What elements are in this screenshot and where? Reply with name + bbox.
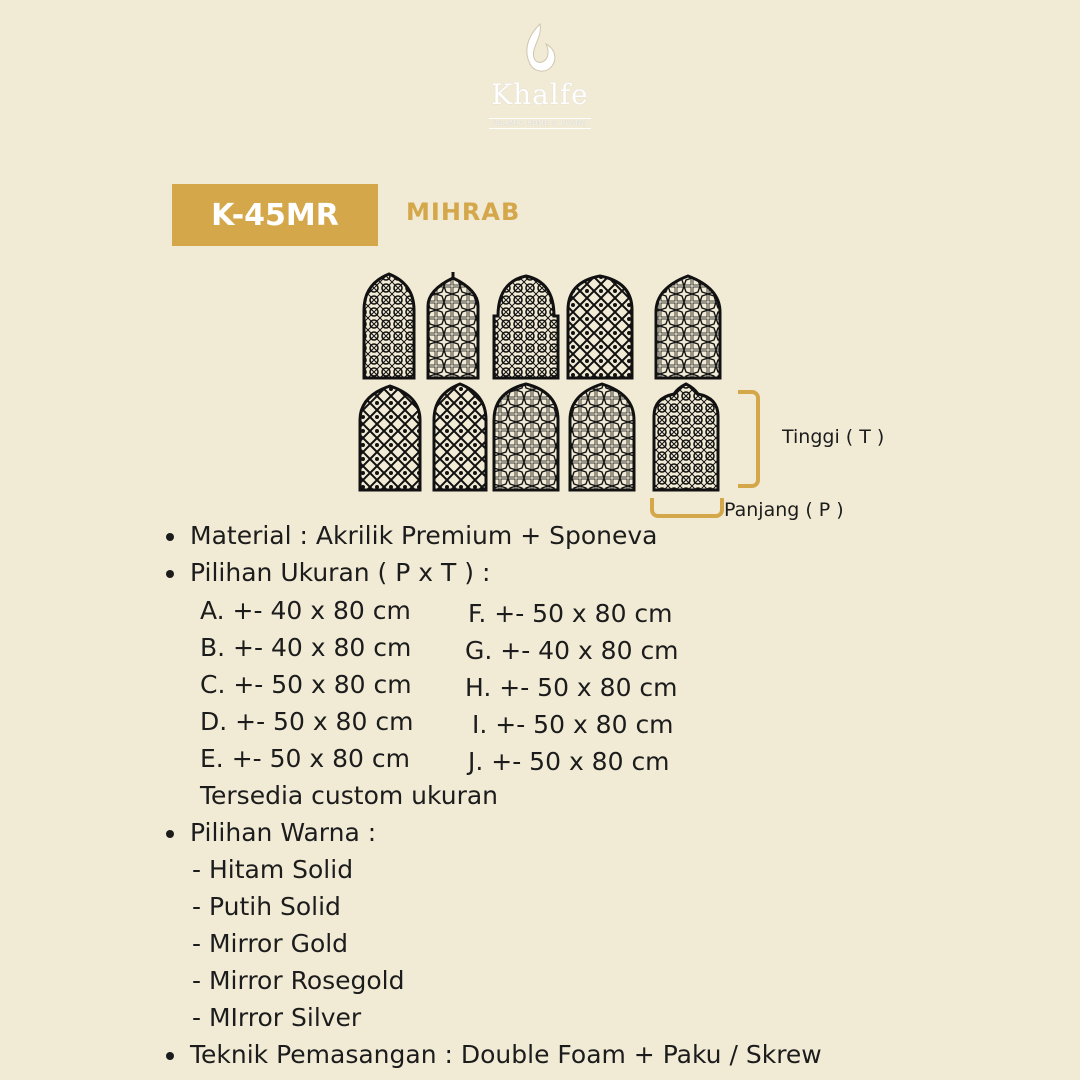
size-option-e: E. +- 50 x 80 cm <box>200 744 410 773</box>
size-option-d: D. +- 50 x 80 cm <box>200 707 414 736</box>
color-option-rosegold: - Mirror Rosegold <box>192 966 405 995</box>
panel-i <box>570 384 634 490</box>
size-option-c: C. +- 50 x 80 cm <box>200 670 412 699</box>
installation-item: Teknik Pemasangan : Double Foam + Paku / Skrew <box>190 1040 822 1069</box>
panel-c <box>494 276 558 378</box>
panel-row-top <box>364 272 720 378</box>
size-option-h: H. +- 50 x 80 cm <box>465 673 678 702</box>
size-option-g: G. +- 40 x 80 cm <box>465 636 679 665</box>
brand-name: Khalfe <box>491 78 589 111</box>
product-name: MIHRAB <box>406 198 521 226</box>
width-label: Panjang ( P ) <box>724 499 844 521</box>
color-title: Pilihan Warna : <box>190 818 377 847</box>
brand-tagline: ISLAMIC HOME & LIVING <box>489 118 591 129</box>
mihrab-panels-image <box>356 270 736 496</box>
size-title: Pilihan Ukuran ( P x T ) : <box>190 558 491 587</box>
panel-a <box>364 274 414 378</box>
panel-e <box>656 276 720 378</box>
color-option-silver: - MIrror Silver <box>192 1003 362 1032</box>
color-option-putih: - Putih Solid <box>192 892 341 921</box>
color-option-hitam: - Hitam Solid <box>192 855 354 884</box>
panel-h <box>494 384 558 490</box>
panel-f <box>360 386 420 490</box>
material-item: Material : Akrilik Premium + Sponeva <box>190 521 658 550</box>
width-bracket <box>650 498 724 518</box>
size-option-b: B. +- 40 x 80 cm <box>200 633 412 662</box>
flame-logo-icon <box>518 22 562 80</box>
panel-d <box>568 276 632 378</box>
size-option-a: A. +- 40 x 80 cm <box>200 596 411 625</box>
size-option-j: J. +- 50 x 80 cm <box>468 747 670 776</box>
custom-size-note: Tersedia custom ukuran <box>200 781 499 810</box>
color-option-gold: - Mirror Gold <box>192 929 349 958</box>
height-bracket <box>738 390 760 488</box>
panel-row-bottom <box>360 384 718 490</box>
panel-g <box>434 384 486 490</box>
brand-logo <box>480 22 600 134</box>
panel-b <box>428 272 478 378</box>
panel-j <box>654 384 718 490</box>
size-option-i: I. +- 50 x 80 cm <box>472 710 674 739</box>
size-option-f: F. +- 50 x 80 cm <box>468 599 673 628</box>
height-label: Tinggi ( T ) <box>782 426 885 448</box>
product-code-badge: K-45MR <box>172 184 378 246</box>
